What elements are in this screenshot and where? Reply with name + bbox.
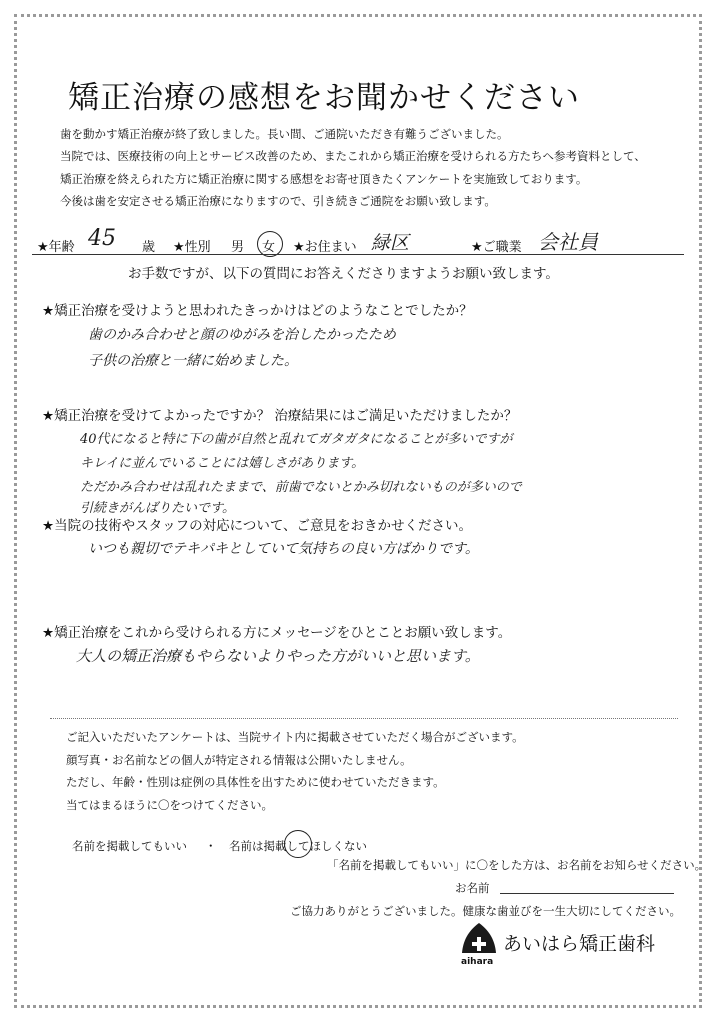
clinic-name: あいはら矯正歯科 [503,933,656,955]
job-label: ★ご職業 [471,240,522,255]
gender-male-option[interactable]: 男 [231,240,245,255]
answer-2-line-4[interactable]: 引続きがんばりたいです。 [80,501,235,516]
answer-2-line-1[interactable]: 40代になると特に下の歯が自然と乱れてガタガタになることが多いですが [80,432,513,447]
note-line-4: 当てはまるほうに〇をつけてください。 [66,798,273,812]
clinic-logo-text: aihara [461,957,494,967]
gender-label: ★性別 [173,240,211,255]
consent-option-ok[interactable]: 名前を掲載してもいい [72,839,187,853]
profile-underline [32,254,684,255]
answer-4-line-1[interactable]: 大人の矯正治療もやらないよりやった方がいいと思います。 [76,647,480,665]
intro-line-4: 今後は歯を安定させる矯正治療になりますので、引き続きご通院をお願い致します。 [60,194,496,208]
job-value[interactable]: 会社員 [538,230,598,254]
answer-2-line-2[interactable]: キレイに並んでいることには嬉しさがあります。 [80,456,365,471]
consent-selected-circle [284,830,312,858]
residence-value[interactable]: 緑区 [371,232,410,254]
request-text: お手数ですが、以下の質問にお答えくださりますようお願い致します。 [128,266,559,282]
note-line-2: 顔写真・お名前などの個人が特定される情報は公開いたしません。 [66,753,412,767]
answer-2-line-3[interactable]: ただかみ合わせは乱れたままで、前歯でないとかみ切れないものが多いので [80,480,522,495]
intro-line-3: 矯正治療を終えられた方に矯正治療に関する感想をお寄せ頂きたくアンケートを実施致しております。 [60,172,588,186]
intro-line-1: 歯を動かす矯正治療が終了致しました。長い間、ご通院いただき有難うございました。 [60,127,509,141]
thanks-text: ご協力ありがとうございました。健康な歯並びを一生大切にしてください。 [290,904,681,918]
answer-1-line-2[interactable]: 子供の治療と一緒に始めました。 [88,353,298,369]
age-unit: 歳 [142,240,156,255]
question-4: ★矯正治療をこれから受けられる方にメッセージをひとことお願い致します。 [42,625,512,641]
clinic-logo-icon [458,921,500,957]
gender-female-option[interactable]: 女 [262,240,276,255]
age-value[interactable]: 45 [88,226,116,251]
residence-label: ★お住まい [293,240,357,255]
intro-line-2: 当院では、医療技術の向上とサービス改善のため、またこれから矯正治療を受けられる方たちへ参考資料として、 [60,149,646,163]
question-3: ★当院の技術やスタッフの対応について、ご意見をおきかせください。 [42,518,473,534]
age-label: ★年齢 [37,240,75,255]
question-1: ★矯正治療を受けようと思われたきっかけはどのようなことでしたか？ [42,303,473,319]
consent-instruction: 「名前を掲載してもいい」に〇をした方は、お名前をお知らせください。 [327,858,707,872]
note-line-1: ご記入いただいたアンケートは、当院サイト内に掲載させていただく場合がございます。 [66,730,524,744]
note-line-3: ただし、年齢・性別は症例の具体性を出すために使わせていただきます。 [66,775,445,789]
consent-separator: ・ [205,839,217,853]
name-field-input[interactable] [500,893,674,894]
section-divider [50,718,678,719]
question-2: ★矯正治療を受けてよかったですか？ 治療結果にはご満足いただけましたか？ [42,408,518,424]
answer-3-line-1[interactable]: いつも親切でテキパキとしていて気持ちの良い方ばかりです。 [88,541,479,557]
page-title: 矯正治療の感想をお聞かせください [68,80,580,116]
name-field-label: お名前 [455,881,490,895]
answer-1-line-1[interactable]: 歯のかみ合わせと顔のゆがみを治したかったため [88,327,396,343]
consent-option-ng[interactable]: 名前は掲載してほしくない [229,839,367,853]
